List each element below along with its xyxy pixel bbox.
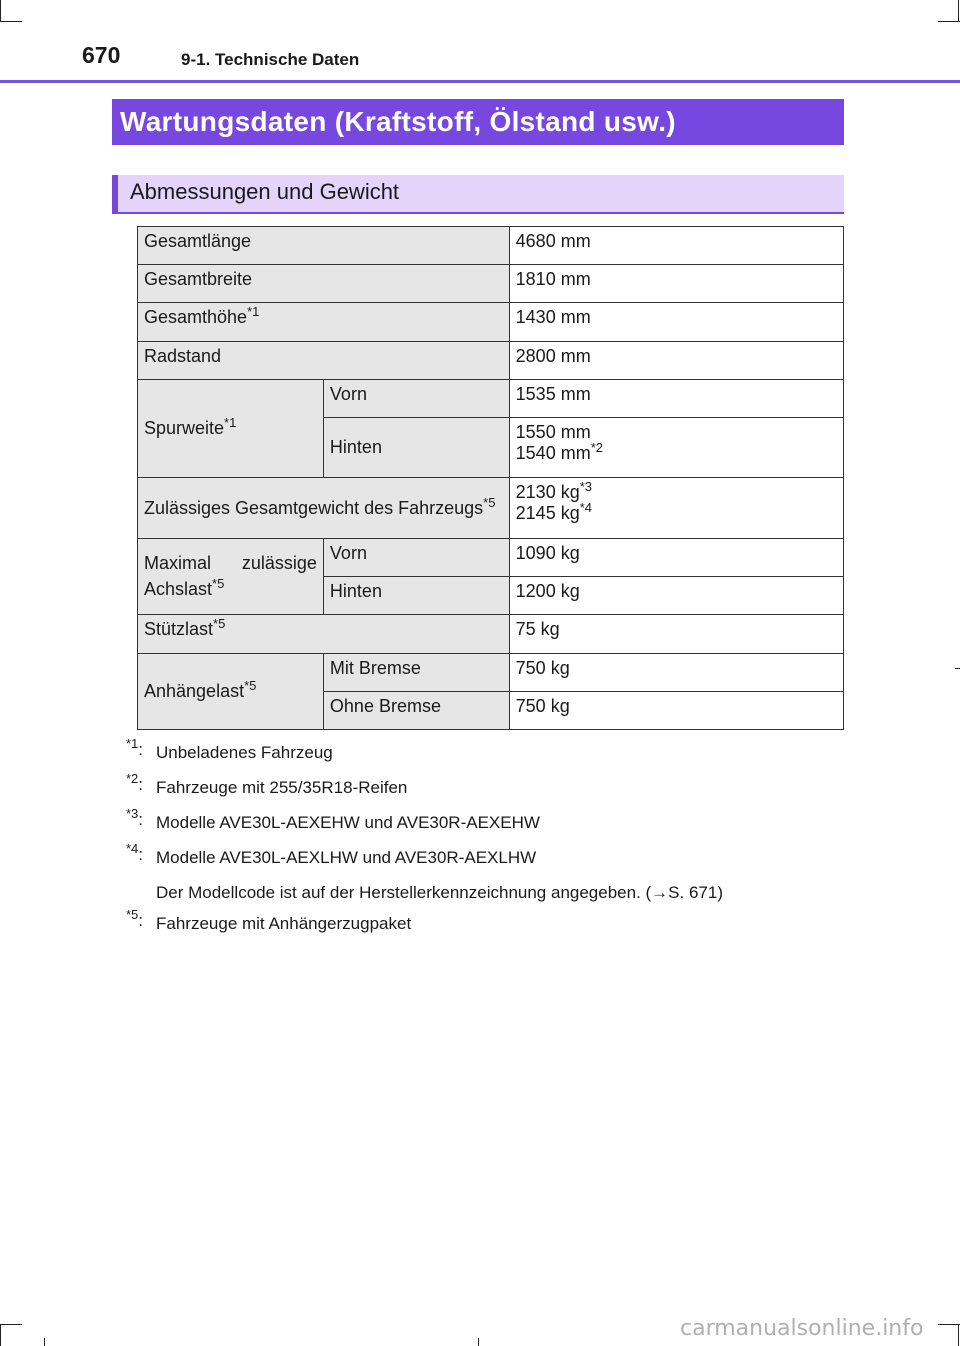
row-label: Gesamtlänge bbox=[138, 227, 510, 265]
dimensions-table bbox=[137, 226, 844, 730]
row-label: Radstand bbox=[138, 342, 510, 380]
value-text: 1540 mm bbox=[515, 443, 591, 463]
footnote bbox=[120, 907, 840, 946]
section-title: Wartungsdaten (Kraftstoff, Ölstand usw.) bbox=[112, 99, 844, 145]
footnote bbox=[120, 771, 840, 810]
row-value bbox=[509, 418, 843, 478]
table-row bbox=[138, 478, 844, 539]
table-row bbox=[138, 615, 844, 654]
value-line: 1550 mm bbox=[515, 422, 591, 442]
label-line bbox=[144, 553, 317, 574]
watermark: carmanualsonline.info bbox=[680, 1316, 924, 1341]
crop-mark bbox=[938, 21, 960, 22]
table-row bbox=[138, 654, 844, 692]
value-line bbox=[515, 479, 837, 503]
label-text: Zulässiges Gesamtgewicht des Fahrzeugs bbox=[144, 497, 484, 518]
label-line bbox=[144, 576, 317, 600]
label-text: Gesamthöhe bbox=[144, 307, 248, 327]
footnote-ref: *1 bbox=[224, 415, 237, 430]
table-row bbox=[138, 342, 844, 380]
footnote-ref: *1 bbox=[247, 304, 260, 319]
row-label bbox=[138, 478, 510, 539]
footnote-ref: *4 bbox=[579, 500, 593, 515]
footnote-text: Modelle AVE30L-AEXLHW und AVE30R-AEXLHW bbox=[156, 848, 537, 867]
row-label bbox=[138, 380, 324, 478]
footnote-ref: *1 bbox=[126, 736, 139, 751]
row-label bbox=[138, 654, 324, 730]
label-text: Stützlast bbox=[144, 619, 214, 639]
row-label: Gesamtbreite bbox=[138, 265, 510, 303]
footnote-mark: $^{*5}$: bbox=[126, 907, 144, 930]
footnote-mark: $^{*3}$: bbox=[126, 806, 144, 829]
footnote-mark: $^{*2}$: bbox=[126, 771, 144, 794]
row-label bbox=[138, 303, 510, 342]
label-text: Achslast bbox=[144, 579, 213, 599]
row-value: 750 kg bbox=[509, 654, 843, 692]
row-label bbox=[138, 539, 324, 615]
crop-mark bbox=[958, 1324, 959, 1346]
sub-label: Vorn bbox=[323, 539, 509, 577]
footnote-text: Der Modellcode ist auf der Herstellerkennzeichnung angegeben. (→S. 671) bbox=[156, 883, 723, 902]
value-line bbox=[515, 500, 837, 524]
table-row bbox=[138, 539, 844, 577]
row-value: 1810 mm bbox=[509, 265, 843, 303]
footnote-text: Fahrzeuge mit Anhängerzugpaket bbox=[156, 914, 412, 933]
page-header bbox=[0, 38, 960, 84]
footnote bbox=[120, 736, 840, 775]
table-row bbox=[138, 380, 844, 418]
value-line bbox=[515, 440, 837, 464]
footnote-mark: $^{*4}$: bbox=[126, 841, 144, 864]
row-value: 4680 mm bbox=[509, 227, 843, 265]
row-value: 1430 mm bbox=[509, 303, 843, 342]
crop-mark bbox=[955, 668, 960, 669]
footnote-mark: $^{*1}$: bbox=[126, 736, 144, 759]
footnote-continuation bbox=[120, 880, 840, 911]
footnote-text: Unbeladenes Fahrzeug bbox=[156, 743, 333, 762]
section-reference: 9-1. Technische Daten bbox=[181, 50, 360, 69]
crop-mark bbox=[44, 1338, 45, 1346]
footnote-ref: *5 bbox=[126, 907, 139, 922]
footnote-ref: *4 bbox=[126, 841, 139, 856]
header-rule bbox=[0, 80, 960, 83]
table-row bbox=[138, 303, 844, 342]
row-value: 750 kg bbox=[509, 692, 843, 730]
row-value bbox=[509, 478, 843, 539]
footnote-text: Fahrzeuge mit 255/35R18-Reifen bbox=[156, 778, 408, 797]
row-value: 75 kg bbox=[509, 615, 843, 654]
row-value: 1535 mm bbox=[509, 380, 843, 418]
value-text: 2145 kg bbox=[515, 503, 580, 523]
footnote-ref: *2 bbox=[126, 771, 139, 786]
row-value: 1090 kg bbox=[509, 539, 843, 577]
sub-label: Hinten bbox=[323, 577, 509, 615]
row-label bbox=[138, 615, 510, 654]
crop-mark bbox=[938, 1324, 960, 1325]
label-text: Spurweite bbox=[144, 418, 225, 438]
footnote-ref: *3 bbox=[579, 479, 593, 494]
footnote-ref: *5 bbox=[212, 576, 225, 591]
footnote-text: Modelle AVE30L-AEXEHW und AVE30R-AEXEHW bbox=[156, 813, 540, 832]
page-number: 670 bbox=[82, 42, 121, 68]
footnote-ref: *5 bbox=[244, 678, 257, 693]
footnote-ref: *2 bbox=[590, 440, 603, 455]
sub-label: Hinten bbox=[323, 418, 509, 478]
footnotes bbox=[120, 736, 840, 946]
label-text: Anhängelast bbox=[144, 681, 245, 701]
crop-mark bbox=[478, 1338, 479, 1346]
table-row bbox=[138, 265, 844, 303]
subsection-title: Abmessungen und Gewicht bbox=[130, 179, 400, 204]
footnote-ref: *5 bbox=[213, 616, 226, 631]
crop-mark bbox=[0, 1324, 22, 1325]
footnote-ref: *3 bbox=[126, 806, 139, 821]
footnote-ref: *5 bbox=[483, 494, 496, 510]
crop-mark bbox=[0, 0, 1, 22]
row-value: 2800 mm bbox=[509, 342, 843, 380]
row-value: 1200 kg bbox=[509, 577, 843, 615]
crop-mark bbox=[958, 0, 959, 22]
crop-mark bbox=[0, 21, 22, 22]
heading-accent bbox=[112, 175, 118, 212]
value-text: 2130 kg bbox=[515, 482, 580, 502]
crop-mark bbox=[0, 1324, 1, 1346]
label-text: zulässige bbox=[241, 553, 317, 573]
sub-label: Mit Bremse bbox=[323, 654, 509, 692]
sub-label: Ohne Bremse bbox=[323, 692, 509, 730]
footnote bbox=[120, 841, 840, 880]
label-text: Maximal bbox=[144, 553, 212, 573]
footnote bbox=[120, 806, 840, 845]
subsection-heading bbox=[112, 175, 844, 214]
table-row bbox=[138, 227, 844, 265]
sub-label: Vorn bbox=[323, 380, 509, 418]
